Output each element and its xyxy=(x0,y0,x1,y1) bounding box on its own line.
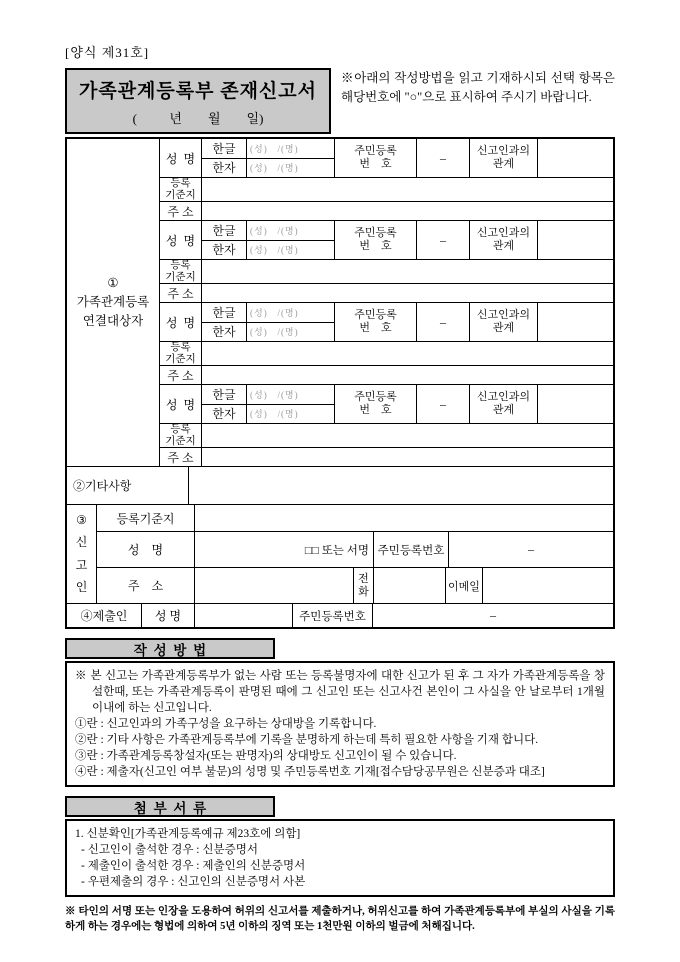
regbase-label: 등록 기준지 xyxy=(160,178,202,201)
reporter-rrn-field: – xyxy=(528,542,534,556)
subject-section-label: ① 가족관계등록 연결대상자 xyxy=(67,139,160,466)
attachments-box xyxy=(65,819,615,897)
email-label: 이메일 xyxy=(446,568,483,603)
reporter-address-label: 주 소 xyxy=(97,568,195,603)
regbase-label: 등록 기준지 xyxy=(160,424,202,447)
regbase-label: 등록 기준지 xyxy=(160,260,202,283)
form-header xyxy=(65,68,615,134)
rrn-label: 주민등록 번 호 xyxy=(335,139,417,177)
rrn-label: 주민등록 번 호 xyxy=(335,303,417,341)
regbase-label: 등록 기준지 xyxy=(160,342,202,365)
hangul-name-field: (성) /(명) xyxy=(250,307,299,318)
relation-value-field xyxy=(538,221,613,259)
name-label: 성 명 xyxy=(160,139,202,177)
instruction-intro: ※ 본 신고는 가족관계등록부가 없는 사람 또는 등록불명자에 대한 신고가 된 후 그 자가 가족관계등록을 창설한때, 또는 가족관계등록이 판명된 때에 그 신고인 또는 신고사건 본인이 그 사실을 안 날로부터 1개월 이내에 하는 신고입니다. xyxy=(75,670,605,714)
person-blocks xyxy=(160,139,613,466)
name-value-group xyxy=(202,221,335,259)
attachment-heading: 1. 신분확인[가족관계등록예규 제23호에 의함] xyxy=(75,828,301,840)
hangul-label: 한글 xyxy=(202,303,247,322)
submitter-label: ④제출인 xyxy=(67,604,142,627)
form-title: 가족관계등록부 존재신고서 xyxy=(79,80,317,102)
rrn-value-field: – xyxy=(417,385,470,423)
hanja-name-field: (성) /(명) xyxy=(250,245,299,256)
hangul-label: 한글 xyxy=(202,139,247,158)
regbase-value-field xyxy=(202,424,613,447)
form-date-line: ( 년 월 일) xyxy=(132,110,264,126)
rrn-label: 주민등록 번 호 xyxy=(335,221,417,259)
hanja-label: 한자 xyxy=(202,323,247,342)
instructions-box xyxy=(65,661,615,787)
name-label: 성 명 xyxy=(160,221,202,259)
address-label: 주 소 xyxy=(160,366,202,384)
submitter-name-label: 성 명 xyxy=(142,604,195,627)
instruction-item: ①란 : 신고인과의 가족구성을 요구하는 상대방을 기록합니다. xyxy=(75,718,377,730)
submitter-rrn-field: – xyxy=(490,608,496,622)
form-title-box xyxy=(65,68,331,134)
relation-label: 신고인과의 관계 xyxy=(470,221,538,259)
address-value-field xyxy=(202,366,613,384)
submitter-rrn-label: 주민등록번호 xyxy=(293,604,373,627)
reporter-section xyxy=(67,504,613,603)
relation-value-field xyxy=(538,303,613,341)
email-field xyxy=(483,568,613,603)
etc-row xyxy=(67,466,613,504)
submitter-row xyxy=(67,603,613,627)
hangul-name-field: (성) /(명) xyxy=(250,143,299,154)
person-block xyxy=(160,384,613,466)
hangul-name-field: (성) /(명) xyxy=(250,389,299,400)
attachment-item: - 우편제출의 경우 : 신고인의 신분증명서 사본 xyxy=(81,876,306,888)
address-value-field xyxy=(202,448,613,466)
hangul-label: 한글 xyxy=(202,221,247,240)
attachment-item: - 신고인이 출석한 경우 : 신분증명서 xyxy=(81,844,258,856)
reporter-section-label: ③ 신 고 인 xyxy=(67,505,97,603)
reporter-number: ③ xyxy=(76,513,87,528)
address-value-field xyxy=(202,202,613,220)
address-value-field xyxy=(202,284,613,302)
hanja-name-field: (성) /(명) xyxy=(250,327,299,338)
hanja-label: 한자 xyxy=(202,241,247,260)
person-block xyxy=(160,139,613,220)
relation-label: 신고인과의 관계 xyxy=(470,385,538,423)
address-label: 주 소 xyxy=(160,284,202,302)
name-value-group xyxy=(202,139,335,177)
reporter-regbase-field xyxy=(195,505,613,531)
person-block xyxy=(160,220,613,302)
subject-number: ① xyxy=(107,276,119,290)
name-label: 성 명 xyxy=(160,385,202,423)
instruction-item: ③란 : 가족관계등록창설자(또는 판명자)의 상대방도 신고인이 될 수 있습니다. xyxy=(75,750,457,762)
name-value-group xyxy=(202,385,335,423)
main-table xyxy=(65,137,615,629)
relation-value-field xyxy=(538,385,613,423)
rrn-value-field: – xyxy=(417,139,470,177)
phone-field xyxy=(374,568,446,603)
subject-section xyxy=(67,139,613,466)
rrn-value-field: – xyxy=(417,303,470,341)
reporter-address-field xyxy=(195,568,354,603)
penalty-footnote: ※ 타인의 서명 또는 인장을 도용하여 허위의 신고서를 제출하거나, 허위신고를 하여 가족관계등록부에 부실의 사실을 기록하게 하는 경우에는 형법에 의하여 5년 이하의 징역 또는 1천만원 이하의 벌금에 처해집니다. xyxy=(65,906,615,933)
name-value-group xyxy=(202,303,335,341)
name-label: 성 명 xyxy=(160,303,202,341)
hanja-label: 한자 xyxy=(202,159,247,178)
phone-label: 전 화 xyxy=(354,568,374,603)
hanja-label: 한자 xyxy=(202,405,247,424)
rrn-value-field: – xyxy=(417,221,470,259)
relation-label: 신고인과의 관계 xyxy=(470,139,538,177)
instructions-header: 작 성 방 법 xyxy=(65,638,275,659)
attachment-item: - 제출인이 출석한 경우 : 제출인의 신분증명서 xyxy=(81,860,306,872)
etc-label: ②기타사항 xyxy=(67,467,189,504)
regbase-value-field xyxy=(202,178,613,201)
address-label: 주 소 xyxy=(160,448,202,466)
hangul-label: 한글 xyxy=(202,385,247,404)
submitter-name-field xyxy=(195,604,293,627)
relation-value-field xyxy=(538,139,613,177)
fill-instruction-note: ※아래의 작성방법을 읽고 기재하시되 선택 항목은 해당번호에 "○"으로 표시하여 주시기 바랍니다. xyxy=(341,71,615,105)
regbase-value-field xyxy=(202,342,613,365)
instruction-item: ④란 : 제출자(신고인 여부 불문)의 성명 및 주민등록번호 기재[접수담당공무원은 신분증과 대조] xyxy=(75,766,545,778)
hanja-name-field: (성) /(명) xyxy=(250,163,299,174)
attachments-header: 첨 부 서 류 xyxy=(65,796,275,817)
reporter-seal-note: □□ 또는 서명 xyxy=(195,532,374,567)
hanja-name-field: (성) /(명) xyxy=(250,409,299,420)
reporter-name-label: 성 명 xyxy=(97,532,195,567)
form-content xyxy=(65,42,615,934)
regbase-value-field xyxy=(202,260,613,283)
hangul-name-field: (성) /(명) xyxy=(250,225,299,236)
etc-value-field xyxy=(189,467,613,504)
reporter-rrn-label: 주민등록번호 xyxy=(374,532,449,567)
rrn-label: 주민등록 번 호 xyxy=(335,385,417,423)
form-number: [양식 제31호] xyxy=(65,45,150,60)
reporter-regbase-label: 등록기준지 xyxy=(97,505,195,531)
relation-label: 신고인과의 관계 xyxy=(470,303,538,341)
person-block xyxy=(160,302,613,384)
instruction-item: ②란 : 기타 사항은 가족관계등록부에 기록을 분명하게 하는데 특히 필요한 사항을 기재 합니다. xyxy=(75,734,539,746)
address-label: 주 소 xyxy=(160,202,202,220)
